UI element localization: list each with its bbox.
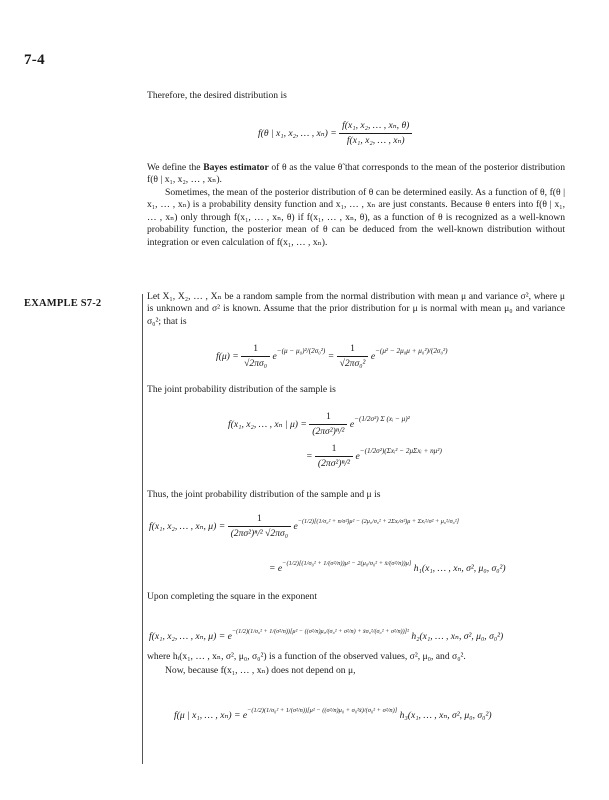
prior-lhs: f(μ) = xyxy=(216,351,239,363)
joint-equation-line-2: = $\frac{1}{\text{(2πσ²)ⁿ/²}}$ $e^{-(1/2\sigma^2)(\Sigma xᵢ^2 - 2\mu\Sigma xᵢ + n\mu^2)}$ xyxy=(306,443,442,470)
full-num: 1 xyxy=(228,513,292,527)
full-lhs: f(x₁, x₂, … , xₙ, μ) = xyxy=(149,521,226,533)
final-equation xyxy=(174,705,492,722)
prior-num-2: 1 xyxy=(337,343,369,357)
posterior-fraction xyxy=(339,120,412,148)
joint-den-1: (2πσ²)ⁿ/² xyxy=(312,426,345,438)
page-number: 7-4 xyxy=(24,52,45,68)
example-divider xyxy=(142,294,143,764)
prior-equation: f(μ) = $\frac{1}{\text{√2πσ₀}}$ $e^{-(\mu - \mu_0)^2/(2\sigma_0^2)}$ = $\frac{1}{\text{√2πσ₀²}}$ $e^{-(\mu^2 - 2\mu_0\mu + \mu_0^2)/(2\sigma_0^2)}$ xyxy=(216,343,448,370)
full-joint-equation: f(x₁, x₂, … , xₙ, μ) = $\frac{1}{\text{(2πσ²)ⁿ/² √2πσ₀}}$ $e^{-(1/2)[(1/\sigma_0^2 + n/\sigma^2)\mu^2 - (2\mu_0/\sigma_0^2 + 2\Sigma xᵢ/\sigma^2)\mu + \Sigma xᵢ^2/\sigma^2 + \mu_0^2/\sigma_0^2]}$ xyxy=(149,513,460,540)
square-equation xyxy=(149,626,503,643)
prior-equals: = xyxy=(327,351,335,363)
prior-num-1: 1 xyxy=(241,343,270,357)
square-exponent: −(1/2)(1/σ₀² + 1/(σ²/n))[μ² − ((σ²/n)μ₀/(σ₀² + σ²/n) + x̄σ₀²/(σ₀² + σ²/n))]² xyxy=(231,628,409,635)
complete-square-line: Upon completing the square in the exponent xyxy=(147,591,317,602)
example-label: EXAMPLE S7-2 xyxy=(24,298,102,309)
posterior-lhs: f(θ | x₁, x₂, … , xₙ) = xyxy=(258,128,337,140)
posterior-equation xyxy=(258,120,412,148)
joint-num-1: 1 xyxy=(309,411,347,425)
square-lhs: f(x₁, x₂, … , xₙ, μ) = e xyxy=(149,631,232,642)
bayes-post: of θ as the value θ̃ that corresponds to the mean of the posterior distribution f(θ | x₁, x₂, … , xₙ). xyxy=(147,162,565,186)
joint-exponent-2: −(1/2σ²)(Σxᵢ² − 2μΣxᵢ + nμ²) xyxy=(359,447,442,456)
full-fraction xyxy=(228,513,292,541)
joint-equation-line-1: f(x₁, x₂, … , xₙ | μ) = $\frac{1}{\text{(2πσ²)ⁿ/²}}$ $e^{-(1/2\sigma^2) \Sigma (xᵢ - \mu)^2}$ xyxy=(228,411,410,438)
bayes-pre: We define the xyxy=(147,162,204,173)
joint-fraction-2 xyxy=(315,443,353,471)
final-tail: h₃(x₁, … , xₙ, σ², μ₀, σ₀²) xyxy=(399,710,492,721)
prior-den-2: √2πσ₀² xyxy=(339,358,366,370)
joint-equals-2: = xyxy=(306,451,313,463)
bayes-paragraph xyxy=(147,162,565,187)
prior-exponent-1: −(μ − μ₀)²/(2σ₀²) xyxy=(276,347,326,356)
posterior-numerator: f(x₁, x₂, … , xₙ, θ) xyxy=(339,120,412,134)
intro-text: Therefore, the desired distribution is xyxy=(147,90,287,101)
joint-den-2: (2πσ²)ⁿ/² xyxy=(317,458,351,470)
joint-lhs: f(x₁, x₂, … , xₙ | μ) = xyxy=(228,419,307,431)
prior-exponent-2: −(μ² − 2μ₀μ + μ₀²)/(2σ₀²) xyxy=(375,347,448,356)
full-line2-tail: h₁(x₁, … , xₙ, σ², μ₀, σ₀²) xyxy=(413,563,506,574)
prior-fraction-1 xyxy=(241,343,270,371)
example-text: Let X₁, X₂, … , Xₙ be a random sample from the normal distribution with mean μ and variance σ², where μ is unknown and σ² is known. Assume that the prior distribution for μ is normal with mean μ₀ and variance σ₀²; that is xyxy=(147,291,565,327)
final-lhs: f(μ | x₁, … , xₙ) = e xyxy=(174,710,248,721)
full-den: (2πσ²)ⁿ/² √2πσ₀ xyxy=(230,528,289,540)
joint-num-2: 1 xyxy=(315,443,353,457)
bayes-term: Bayes estimator xyxy=(203,162,269,173)
now-line: Now, because f(x₁, … , xₙ) does not depend on μ, xyxy=(165,665,356,676)
square-tail: h₂(x₁, … , xₙ, σ², μ₀, σ₀²) xyxy=(411,631,504,642)
final-exponent: −(1/2)(1/σ₀² + 1/(σ²/n))[μ² − ((σ²/n)μ₀ + σ₀²x̄)/(σ₀² + σ²/n)] xyxy=(247,707,398,714)
full-line2-exponent: −(1/2)[(1/σ₀² + 1/(σ²/n))μ² − 2(μ₀/σ₀² + x̄/(σ²/n))μ] xyxy=(282,560,412,567)
thus-line: Thus, the joint probability distribution of the sample and μ is xyxy=(147,489,381,500)
joint-fraction-1 xyxy=(309,411,347,439)
joint-exponent-1: −(1/2σ²) Σ (xᵢ − μ)² xyxy=(354,415,410,424)
full-exponent: −(1/2)[(1/σ₀² + n/σ²)μ² − (2μ₀/σ₀² + 2Σxᵢ/σ²)μ + Σxᵢ²/σ² + μ₀²/σ₀²] xyxy=(297,518,460,526)
full-joint-line-2 xyxy=(269,558,506,575)
posterior-denominator: f(x₁, x₂, … , xₙ) xyxy=(346,135,405,147)
joint-intro: The joint probability distribution of the sample is xyxy=(147,384,336,395)
full-line2-eq: = e xyxy=(269,563,283,574)
where-line: where hᵢ(x₁, … , xₙ, σ², μ₀, σ₀²) is a function of the observed values, σ², μ₀, and σ₀². xyxy=(147,651,466,662)
prior-den-1: √2πσ₀ xyxy=(244,358,268,370)
posterior-mean-paragraph: Sometimes, the mean of the posterior distribution of θ can be determined easily. As a function of θ, f(θ | x₁, … , xₙ) is a probability density function and x₁, … , xₙ are just constants. Because θ enters into f(θ | x₁, … , xₙ) only through f(x₁, … , xₙ, θ) if f(x₁, … , xₙ, θ), as a function of θ is recognized as a well-known probability function, the posterior mean of θ can be deduced from the well-known distribution without integration or even calculation of f(x₁, … , xₙ). xyxy=(147,187,565,248)
prior-fraction-2 xyxy=(337,343,369,371)
